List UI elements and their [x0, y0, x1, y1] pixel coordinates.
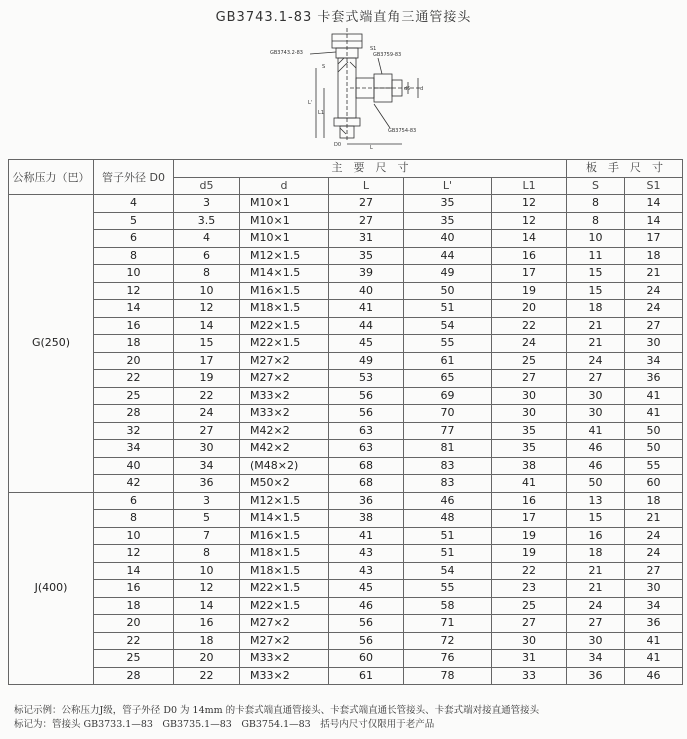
- cell-s1: 41: [625, 632, 683, 650]
- callout-gb3759: GB3759-83: [373, 52, 402, 58]
- cell-d5: 16: [174, 615, 240, 633]
- table-row: [9, 545, 683, 563]
- page-title: GB3743.1-83 卡套式端直角三通管接头: [215, 10, 472, 25]
- table-row: [9, 440, 683, 458]
- table-row: [9, 650, 683, 668]
- cell-l: 61: [329, 667, 404, 685]
- cell-d5: 34: [174, 457, 240, 475]
- dim-l: L: [370, 145, 373, 150]
- cell-l: 56: [329, 632, 404, 650]
- cell-d5: 4: [174, 230, 240, 248]
- cell-l-prime: 69: [404, 387, 492, 405]
- cell-l-prime: 40: [404, 230, 492, 248]
- cell-d: M12×1.5: [240, 247, 329, 265]
- table-row: [9, 282, 683, 300]
- cell-l-prime: 71: [404, 615, 492, 633]
- cell-od: 18: [94, 597, 174, 615]
- cell-d: M22×1.5: [240, 580, 329, 598]
- cell-d5: 3: [174, 492, 240, 510]
- cell-od: 34: [94, 440, 174, 458]
- cell-d: M33×2: [240, 667, 329, 685]
- table-row: [9, 265, 683, 283]
- cell-d5: 14: [174, 317, 240, 335]
- cell-l-prime: 49: [404, 265, 492, 283]
- cell-s1: 41: [625, 650, 683, 668]
- cell-od: 25: [94, 650, 174, 668]
- cell-l: 56: [329, 615, 404, 633]
- table-row: [9, 300, 683, 318]
- cell-s1: 36: [625, 370, 683, 388]
- tee-fitting-diagram: [270, 28, 430, 150]
- cell-l: 60: [329, 650, 404, 668]
- cell-l: 27: [329, 212, 404, 230]
- table-row: [9, 387, 683, 405]
- cell-l: 35: [329, 247, 404, 265]
- cell-l1: 22: [492, 317, 567, 335]
- cell-od: 40: [94, 457, 174, 475]
- cell-d5: 5: [174, 510, 240, 528]
- cell-l: 27: [329, 195, 404, 213]
- cell-s: 15: [567, 265, 625, 283]
- cell-s: 15: [567, 510, 625, 528]
- cell-l: 56: [329, 405, 404, 423]
- cell-l: 45: [329, 335, 404, 353]
- dim-d0: D0: [334, 142, 342, 148]
- cell-s: 15: [567, 282, 625, 300]
- cell-s: 36: [567, 667, 625, 685]
- cell-d: M33×2: [240, 650, 329, 668]
- cell-l: 49: [329, 352, 404, 370]
- cell-l-prime: 50: [404, 282, 492, 300]
- cell-l1: 41: [492, 475, 567, 493]
- cell-s1: 55: [625, 457, 683, 475]
- cell-l-prime: 51: [404, 527, 492, 545]
- cell-s1: 36: [625, 615, 683, 633]
- cell-od: 12: [94, 545, 174, 563]
- cell-d5: 22: [174, 667, 240, 685]
- header-l: L: [329, 177, 404, 195]
- cell-d5: 10: [174, 562, 240, 580]
- cell-s1: 27: [625, 562, 683, 580]
- cell-d5: 14: [174, 597, 240, 615]
- header-d5: d5: [174, 177, 240, 195]
- cell-l: 45: [329, 580, 404, 598]
- cell-l1: 12: [492, 195, 567, 213]
- table-row: [9, 247, 683, 265]
- cell-d5: 8: [174, 545, 240, 563]
- note-marking: 标记为：管接头 GB3733.1—83 GB3735.1—83 GB3754.1—83 括号内尺寸仅限用于老产品: [14, 719, 435, 730]
- cell-l1: 19: [492, 545, 567, 563]
- cell-d: M22×1.5: [240, 597, 329, 615]
- cell-l1: 16: [492, 247, 567, 265]
- cell-s: 46: [567, 457, 625, 475]
- cell-s1: 50: [625, 440, 683, 458]
- dim-d5: d5: [404, 86, 411, 92]
- cell-d5: 12: [174, 580, 240, 598]
- cell-d: M42×2: [240, 440, 329, 458]
- cell-od: 28: [94, 667, 174, 685]
- cell-od: 6: [94, 230, 174, 248]
- cell-s: 11: [567, 247, 625, 265]
- cell-od: 6: [94, 492, 174, 510]
- cell-s: 8: [567, 195, 625, 213]
- cell-od: 22: [94, 632, 174, 650]
- cell-l: 53: [329, 370, 404, 388]
- cell-d5: 36: [174, 475, 240, 493]
- cell-l1: 35: [492, 422, 567, 440]
- cell-l-prime: 55: [404, 580, 492, 598]
- cell-d: M18×1.5: [240, 300, 329, 318]
- cell-s: 30: [567, 632, 625, 650]
- cell-l1: 23: [492, 580, 567, 598]
- table-row: [9, 405, 683, 423]
- cell-l1: 27: [492, 370, 567, 388]
- table-row: [9, 562, 683, 580]
- cell-l1: 16: [492, 492, 567, 510]
- cell-d: M12×1.5: [240, 492, 329, 510]
- cell-d: M14×1.5: [240, 265, 329, 283]
- cell-d: M16×1.5: [240, 282, 329, 300]
- cell-d: M22×1.5: [240, 335, 329, 353]
- cell-d: M16×1.5: [240, 527, 329, 545]
- cell-l: 40: [329, 282, 404, 300]
- cell-l-prime: 83: [404, 475, 492, 493]
- cell-od: 8: [94, 247, 174, 265]
- cell-d: M27×2: [240, 632, 329, 650]
- pressure-group-label: J(400): [9, 492, 94, 685]
- cell-l1: 30: [492, 387, 567, 405]
- cell-d5: 30: [174, 440, 240, 458]
- table-row: [9, 230, 683, 248]
- header-l1: L1: [492, 177, 567, 195]
- cell-d5: 27: [174, 422, 240, 440]
- cell-s: 27: [567, 370, 625, 388]
- table-row: [9, 615, 683, 633]
- cell-od: 16: [94, 317, 174, 335]
- cell-l-prime: 48: [404, 510, 492, 528]
- cell-od: 16: [94, 580, 174, 598]
- cell-d5: 20: [174, 650, 240, 668]
- table-row: [9, 195, 683, 213]
- cell-od: 42: [94, 475, 174, 493]
- cell-s1: 24: [625, 282, 683, 300]
- cell-s1: 17: [625, 230, 683, 248]
- cell-od: 5: [94, 212, 174, 230]
- cell-d5: 15: [174, 335, 240, 353]
- cell-l1: 17: [492, 510, 567, 528]
- cell-l-prime: 81: [404, 440, 492, 458]
- cell-l-prime: 51: [404, 300, 492, 318]
- cell-s: 41: [567, 422, 625, 440]
- cell-d5: 18: [174, 632, 240, 650]
- table-row: [9, 667, 683, 685]
- cell-d: M27×2: [240, 615, 329, 633]
- cell-l1: 24: [492, 335, 567, 353]
- cell-l1: 22: [492, 562, 567, 580]
- cell-l: 68: [329, 475, 404, 493]
- table-row: [9, 335, 683, 353]
- table-row: [9, 527, 683, 545]
- cell-d: M27×2: [240, 352, 329, 370]
- cell-od: 28: [94, 405, 174, 423]
- table-row: [9, 457, 683, 475]
- dim-l1: L1: [318, 110, 324, 116]
- cell-l1: 30: [492, 405, 567, 423]
- cell-l: 56: [329, 387, 404, 405]
- cell-s: 30: [567, 405, 625, 423]
- cell-l1: 17: [492, 265, 567, 283]
- cell-l-prime: 58: [404, 597, 492, 615]
- cell-l1: 38: [492, 457, 567, 475]
- header-wrench: 板 手 尺 寸: [567, 160, 683, 178]
- cell-od: 25: [94, 387, 174, 405]
- table-row: [9, 510, 683, 528]
- header-pressure: 公称压力（巴）: [9, 160, 94, 195]
- cell-od: 22: [94, 370, 174, 388]
- header-od: 管子外径 D0: [94, 160, 174, 195]
- note-example: 标记示例：公称压力J级，管子外径 D0 为 14mm 的卡套式端直通管接头、卡套式端直通长管接头、卡套式端对接直通管接头: [14, 705, 540, 716]
- cell-od: 32: [94, 422, 174, 440]
- cell-s: 46: [567, 440, 625, 458]
- cell-l: 44: [329, 317, 404, 335]
- cell-l-prime: 77: [404, 422, 492, 440]
- cell-s: 21: [567, 580, 625, 598]
- cell-s1: 14: [625, 212, 683, 230]
- cell-d5: 12: [174, 300, 240, 318]
- cell-l: 63: [329, 422, 404, 440]
- cell-l: 43: [329, 545, 404, 563]
- cell-d5: 10: [174, 282, 240, 300]
- cell-l: 46: [329, 597, 404, 615]
- cell-l1: 35: [492, 440, 567, 458]
- cell-d: M42×2: [240, 422, 329, 440]
- cell-l1: 20: [492, 300, 567, 318]
- cell-l: 38: [329, 510, 404, 528]
- cell-d: (M48×2): [240, 457, 329, 475]
- table-row: [9, 492, 683, 510]
- cell-l: 41: [329, 300, 404, 318]
- cell-l-prime: 76: [404, 650, 492, 668]
- cell-s1: 41: [625, 405, 683, 423]
- cell-l1: 12: [492, 212, 567, 230]
- cell-d5: 22: [174, 387, 240, 405]
- cell-od: 12: [94, 282, 174, 300]
- cell-d: M14×1.5: [240, 510, 329, 528]
- cell-d: M33×2: [240, 387, 329, 405]
- cell-s1: 24: [625, 300, 683, 318]
- cell-s1: 24: [625, 545, 683, 563]
- cell-l-prime: 44: [404, 247, 492, 265]
- cell-s1: 18: [625, 492, 683, 510]
- cell-l: 43: [329, 562, 404, 580]
- cell-l-prime: 46: [404, 492, 492, 510]
- cell-l1: 27: [492, 615, 567, 633]
- cell-s: 16: [567, 527, 625, 545]
- cell-s1: 27: [625, 317, 683, 335]
- fitting-drawing: [270, 28, 430, 150]
- cell-s1: 24: [625, 527, 683, 545]
- dim-s1: S1: [370, 46, 377, 52]
- cell-s: 24: [567, 352, 625, 370]
- cell-l-prime: 51: [404, 545, 492, 563]
- table-row: [9, 632, 683, 650]
- cell-l1: 19: [492, 527, 567, 545]
- cell-s: 21: [567, 335, 625, 353]
- cell-s: 18: [567, 300, 625, 318]
- callout-gb3743-2: GB3743.2-83: [270, 50, 303, 56]
- table-row: [9, 212, 683, 230]
- cell-s: 21: [567, 317, 625, 335]
- cell-l1: 31: [492, 650, 567, 668]
- table-row: [9, 475, 683, 493]
- cell-d5: 3.5: [174, 212, 240, 230]
- cell-d5: 24: [174, 405, 240, 423]
- cell-s: 50: [567, 475, 625, 493]
- cell-l-prime: 61: [404, 352, 492, 370]
- table-row: [9, 370, 683, 388]
- cell-l-prime: 65: [404, 370, 492, 388]
- cell-d: M50×2: [240, 475, 329, 493]
- cell-od: 4: [94, 195, 174, 213]
- cell-d: M22×1.5: [240, 317, 329, 335]
- cell-l1: 14: [492, 230, 567, 248]
- cell-d5: 6: [174, 247, 240, 265]
- cell-l-prime: 35: [404, 195, 492, 213]
- cell-s1: 46: [625, 667, 683, 685]
- pressure-group-label: G(250): [9, 195, 94, 493]
- table-row: [9, 317, 683, 335]
- cell-l-prime: 35: [404, 212, 492, 230]
- table-row: [9, 597, 683, 615]
- header-l-prime: L': [404, 177, 492, 195]
- cell-od: 14: [94, 562, 174, 580]
- cell-d: M33×2: [240, 405, 329, 423]
- cell-s1: 21: [625, 510, 683, 528]
- cell-od: 10: [94, 527, 174, 545]
- cell-d5: 3: [174, 195, 240, 213]
- dim-s: S: [322, 64, 326, 70]
- cell-l-prime: 54: [404, 317, 492, 335]
- cell-od: 20: [94, 615, 174, 633]
- cell-l1: 30: [492, 632, 567, 650]
- cell-d: M27×2: [240, 370, 329, 388]
- cell-l1: 19: [492, 282, 567, 300]
- cell-od: 14: [94, 300, 174, 318]
- cell-s: 8: [567, 212, 625, 230]
- cell-s: 13: [567, 492, 625, 510]
- spec-table-body: [9, 195, 683, 685]
- cell-l: 68: [329, 457, 404, 475]
- cell-l-prime: 78: [404, 667, 492, 685]
- cell-s: 27: [567, 615, 625, 633]
- cell-d5: 8: [174, 265, 240, 283]
- cell-s1: 14: [625, 195, 683, 213]
- cell-l-prime: 83: [404, 457, 492, 475]
- dim-l-prime: L': [308, 100, 313, 106]
- dim-d: d: [420, 86, 424, 92]
- cell-l: 31: [329, 230, 404, 248]
- cell-s: 24: [567, 597, 625, 615]
- cell-od: 18: [94, 335, 174, 353]
- cell-l-prime: 70: [404, 405, 492, 423]
- cell-l-prime: 55: [404, 335, 492, 353]
- cell-d: M18×1.5: [240, 562, 329, 580]
- cell-s1: 41: [625, 387, 683, 405]
- cell-d: M10×1: [240, 212, 329, 230]
- cell-d5: 7: [174, 527, 240, 545]
- cell-s: 34: [567, 650, 625, 668]
- cell-l: 36: [329, 492, 404, 510]
- cell-s: 10: [567, 230, 625, 248]
- header-d: d: [240, 177, 329, 195]
- header-s1: S1: [625, 177, 683, 195]
- cell-l: 39: [329, 265, 404, 283]
- cell-s1: 34: [625, 352, 683, 370]
- cell-s1: 60: [625, 475, 683, 493]
- header-s: S: [567, 177, 625, 195]
- cell-l-prime: 72: [404, 632, 492, 650]
- cell-s1: 30: [625, 335, 683, 353]
- cell-s1: 21: [625, 265, 683, 283]
- cell-s1: 30: [625, 580, 683, 598]
- cell-s1: 34: [625, 597, 683, 615]
- cell-s1: 50: [625, 422, 683, 440]
- cell-l: 41: [329, 527, 404, 545]
- header-main: 主 要 尺 寸: [174, 160, 567, 178]
- cell-s1: 18: [625, 247, 683, 265]
- cell-od: 8: [94, 510, 174, 528]
- cell-l-prime: 54: [404, 562, 492, 580]
- cell-s: 21: [567, 562, 625, 580]
- cell-d5: 17: [174, 352, 240, 370]
- spec-table: [8, 159, 683, 685]
- table-row: [9, 580, 683, 598]
- cell-s: 18: [567, 545, 625, 563]
- cell-od: 20: [94, 352, 174, 370]
- cell-l: 63: [329, 440, 404, 458]
- cell-d: M10×1: [240, 230, 329, 248]
- cell-l1: 33: [492, 667, 567, 685]
- table-row: [9, 422, 683, 440]
- cell-d: M10×1: [240, 195, 329, 213]
- cell-l1: 25: [492, 352, 567, 370]
- cell-d: M18×1.5: [240, 545, 329, 563]
- callout-gb3754: GB3754-83: [388, 128, 417, 134]
- cell-s: 30: [567, 387, 625, 405]
- table-row: [9, 352, 683, 370]
- cell-l1: 25: [492, 597, 567, 615]
- cell-od: 10: [94, 265, 174, 283]
- cell-d5: 19: [174, 370, 240, 388]
- notes: [14, 704, 684, 732]
